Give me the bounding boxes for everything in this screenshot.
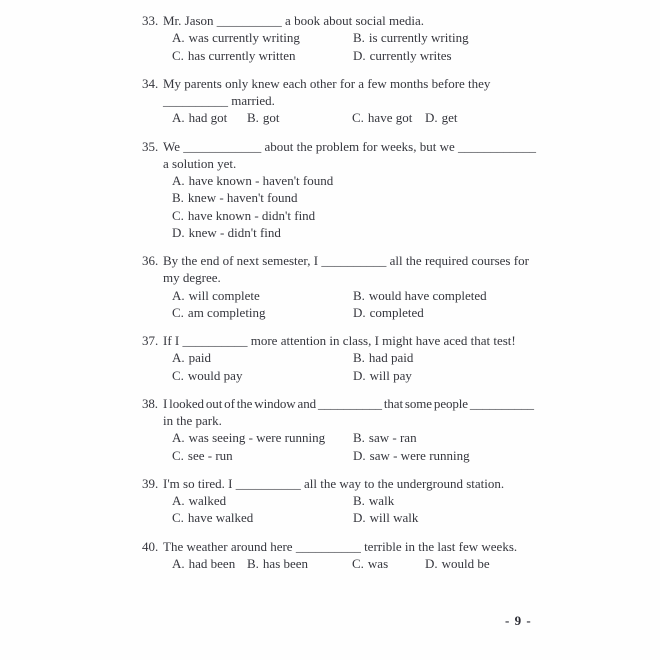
option-c: C. have known - didn't find (172, 207, 316, 223)
question-39 (142, 475, 542, 527)
question-body: By the end of next semester, I __________ all the required courses for (163, 253, 529, 268)
option-c: C. would pay (172, 367, 243, 383)
option-d: D. completed (353, 304, 424, 320)
question-text-continued: a solution yet. (163, 155, 237, 171)
question-text-continued: my degree. (163, 270, 221, 286)
options (142, 109, 542, 126)
question-text (142, 332, 542, 349)
questions-column (142, 12, 542, 583)
option-c: C. has currently written (172, 47, 296, 63)
option-b: B. knew - haven't found (172, 190, 298, 206)
option-d: D. would be (425, 555, 490, 571)
option-a: A. paid (172, 350, 212, 366)
question-number: 34. (142, 75, 159, 91)
option-a: A. had got (172, 110, 228, 126)
question-text-continued: in the park. (163, 413, 222, 428)
options (142, 555, 542, 572)
option-d: D. saw - were running (353, 447, 470, 463)
question-number: 39. (142, 475, 159, 491)
question-35 (142, 138, 542, 242)
option-c: C. am completing (172, 304, 266, 320)
question-text (142, 538, 542, 555)
question-number: 33. (142, 13, 159, 28)
option-a: A. had been (172, 555, 236, 571)
page-number: - 9 - (505, 613, 532, 628)
question-text (142, 138, 542, 155)
option-a: A. was seeing - were running (172, 430, 326, 446)
option-c: C. see - run (172, 447, 233, 463)
question-body: We ____________ about the problem for weeks, but we ____________ (163, 138, 537, 154)
question-37 (142, 332, 542, 384)
question-text (142, 252, 542, 269)
option-d: D. will pay (353, 367, 412, 383)
option-b: B. had paid (353, 350, 414, 366)
option-b: B. would have completed (353, 287, 487, 303)
question-body: I looked out of the window and __________ that some people __________ (163, 395, 534, 411)
option-b: B. walk (353, 493, 395, 508)
question-text (142, 395, 542, 412)
question-number: 37. (142, 333, 159, 348)
question-number: 40. (142, 538, 159, 554)
question-text (142, 475, 542, 492)
option-d: D. knew - didn't find (172, 224, 281, 240)
option-b: B. got (247, 110, 280, 126)
question-text (142, 75, 542, 92)
option-c: C. have walked (172, 510, 254, 526)
options (142, 429, 542, 464)
option-a: A. will complete (172, 287, 260, 303)
option-a: A. walked (172, 493, 227, 508)
option-d: D. will walk (353, 510, 419, 526)
option-c: C. have got (352, 110, 413, 126)
option-b: B. has been (247, 555, 309, 571)
option-d: D. get (425, 110, 458, 126)
options (142, 172, 542, 241)
question-33 (142, 12, 542, 64)
question-body: The weather around here __________ terrible in the last few weeks. (163, 538, 518, 554)
question-body: My parents only knew each other for a few months before they (163, 75, 491, 91)
options (142, 29, 542, 64)
question-text-continued: __________ married. (163, 93, 275, 108)
options (142, 492, 542, 527)
question-number: 35. (142, 138, 159, 154)
question-number: 36. (142, 253, 159, 268)
option-a: A. have known - haven't found (172, 173, 334, 188)
question-34 (142, 75, 542, 127)
option-d: D. currently writes (353, 47, 452, 63)
question-text (142, 12, 542, 29)
option-a: A. was currently writing (172, 30, 300, 46)
question-body: If I __________ more attention in class, I might have aced that test! (163, 333, 516, 348)
question-36 (142, 252, 542, 321)
option-b: B. is currently writing (353, 30, 469, 46)
option-c: C. was (352, 555, 389, 571)
options (142, 287, 542, 322)
question-number: 38. (142, 395, 158, 411)
question-body: I'm so tired. I __________ all the way to the underground station. (163, 475, 505, 491)
option-b: B. saw - ran (353, 430, 417, 446)
question-body: Mr. Jason __________ a book about social media. (163, 13, 425, 28)
options (142, 349, 542, 384)
question-40 (142, 538, 542, 573)
question-38 (142, 395, 542, 464)
